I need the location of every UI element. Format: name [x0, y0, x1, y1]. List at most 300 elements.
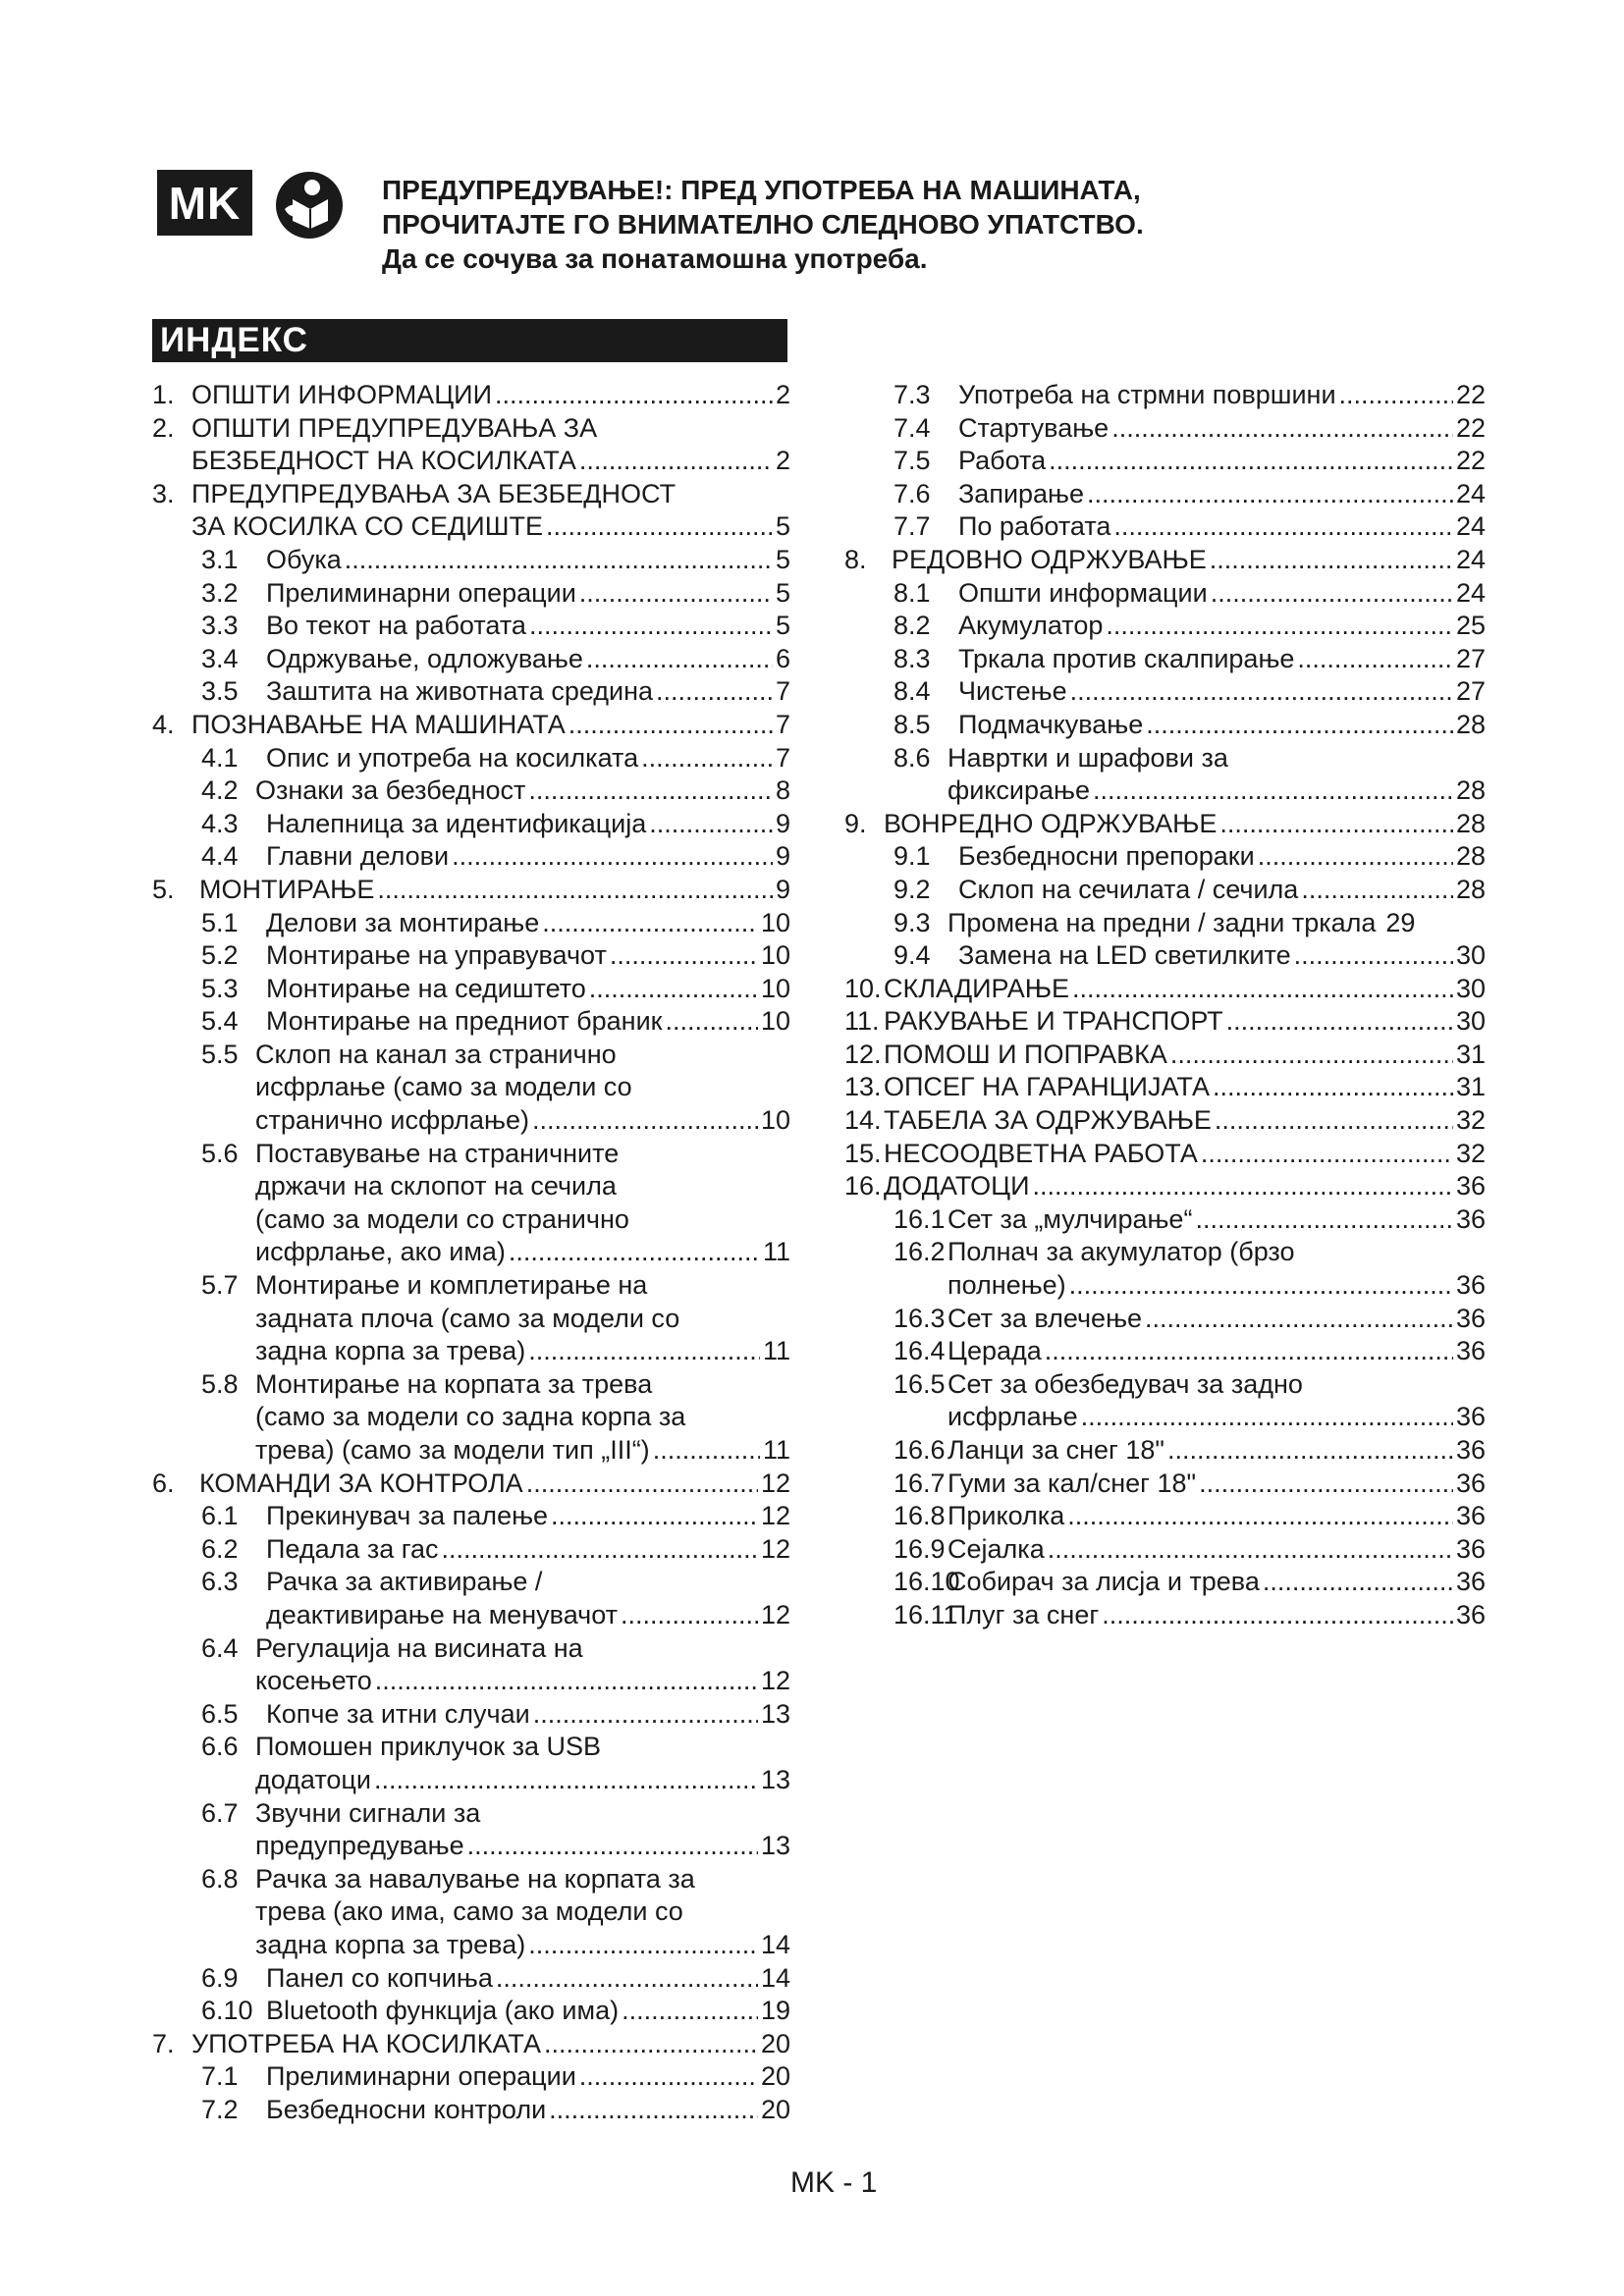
toc-entry[interactable]	[844, 840, 1486, 874]
dot-leader	[532, 1104, 758, 1138]
toc-entry-title: УПОТРЕБА НА КОСИЛКАТА	[191, 2028, 541, 2058]
toc-entry-page: 12	[760, 1501, 790, 1531]
toc-entry-number: 16.7	[893, 1468, 946, 1498]
toc-entry-title: ДОДАТОЦИ	[884, 1171, 1030, 1201]
dot-leader	[526, 1468, 758, 1501]
dot-leader	[1201, 1138, 1453, 1171]
toc-entry-page: 13	[760, 1764, 790, 1794]
toc-entry-page: 2	[775, 446, 790, 476]
toc-entry[interactable]	[844, 1303, 1486, 1336]
toc-entry[interactable]	[844, 510, 1486, 544]
toc-entry[interactable]	[152, 1632, 790, 1698]
toc-entry-page: 2	[775, 380, 790, 409]
toc-entry-number: 7.7	[893, 511, 931, 542]
toc-entry[interactable]	[152, 577, 790, 611]
toc-entry-number: 6.10	[201, 1996, 253, 2026]
dot-leader	[1297, 643, 1453, 676]
toc-entry[interactable]	[152, 1995, 790, 2028]
toc-entry-title: Ланци за снег 18"	[947, 1435, 1164, 1465]
toc-entry[interactable]	[152, 1500, 790, 1533]
toc-entry-title: странично исфрлање)	[255, 1105, 529, 1136]
toc-entry[interactable]	[152, 1962, 790, 1996]
index-title: ИНДЕКС	[152, 319, 787, 362]
dot-leader	[528, 774, 773, 808]
dot-leader	[1211, 577, 1453, 611]
toc-entry-title: фиксирање	[947, 775, 1090, 806]
toc-entry[interactable]	[844, 939, 1486, 973]
toc-entry-title: ВОНРЕДНО ОДРЖУВАЊЕ	[884, 808, 1218, 838]
toc-entry-title: Безбедносни препораки	[958, 841, 1255, 872]
toc-entry-page: 5	[775, 611, 790, 641]
toc-entry-number: 6.5	[201, 1698, 239, 1729]
toc-entry-number: 16.9	[893, 1533, 946, 1564]
toc-entry-number: 6.1	[201, 1501, 239, 1531]
dot-leader	[542, 907, 758, 940]
toc-entry-number: 4.3	[201, 808, 239, 838]
toc-entry-page: 13	[760, 1698, 790, 1729]
toc-entry-number: 7.	[152, 2028, 175, 2058]
toc-entry-page: 9	[775, 841, 790, 872]
toc-entry-title: Склоп на сечилата / сечила	[958, 874, 1299, 904]
toc-entry[interactable]	[152, 379, 790, 412]
toc-entry-page: 13	[760, 1831, 790, 1861]
dot-leader	[621, 1599, 758, 1632]
toc-entry[interactable]	[152, 1468, 790, 1501]
toc-left-column	[152, 379, 790, 2126]
toc-entry[interactable]	[152, 2060, 790, 2094]
page-number: MK - 1	[790, 2166, 878, 2199]
toc-entry-page: 36	[1455, 1203, 1486, 1234]
dot-leader	[544, 2028, 758, 2061]
toc-entry-page: 10	[760, 1105, 790, 1136]
toc-entry[interactable]	[844, 445, 1486, 478]
toc-entry-number: 5.7	[201, 1270, 239, 1301]
dot-leader	[533, 1698, 758, 1732]
dot-leader	[622, 1995, 758, 2028]
toc-entry-title: Рачка за навалување на корпата за	[255, 1863, 695, 1894]
toc-entry-title: ОПШТИ ПРЕДУПРЕДУВАЊА ЗА	[191, 412, 598, 443]
toc-entry-title: Ознаки за безбедност	[255, 775, 526, 806]
toc-entry-number: 5.8	[201, 1368, 239, 1399]
dot-leader	[528, 1929, 758, 1962]
toc-entry[interactable]	[844, 1599, 1486, 1632]
toc-entry[interactable]	[844, 1533, 1486, 1567]
dot-leader	[551, 1500, 758, 1533]
toc-entry[interactable]	[844, 742, 1486, 808]
toc-entry[interactable]	[152, 1039, 790, 1138]
toc-entry[interactable]	[152, 412, 790, 478]
toc-entry-title: полнење)	[947, 1270, 1066, 1301]
toc-entry-page: 28	[1455, 808, 1486, 838]
toc-entry[interactable]	[844, 1138, 1486, 1171]
dot-leader	[1081, 1401, 1453, 1434]
toc-entry[interactable]	[844, 1368, 1486, 1434]
toc-entry[interactable]	[844, 1434, 1486, 1468]
toc-entry-page: 22	[1455, 380, 1486, 409]
toc-entry-page: 27	[1455, 643, 1486, 673]
toc-entry[interactable]	[152, 643, 790, 676]
toc-entry[interactable]	[844, 544, 1486, 577]
toc-entry-page: 10	[760, 940, 790, 971]
toc-entry-title: Монтирање на корпата за трева	[255, 1368, 653, 1399]
toc-entry-page: 29	[1385, 907, 1416, 937]
toc-entry[interactable]	[152, 1797, 790, 1863]
toc-entry-number: 8.1	[893, 577, 931, 608]
toc-entry-title: Сет за обезбедувач за задно	[947, 1368, 1303, 1399]
toc-entry-page: 12	[760, 1599, 790, 1629]
toc-entry-number: 3.	[152, 478, 175, 508]
toc-entry[interactable]	[844, 709, 1486, 742]
dot-leader	[496, 1962, 758, 1996]
toc-entry-page: 11	[762, 1237, 790, 1267]
toc-entry-title: Тркала против скалпирање	[958, 643, 1295, 673]
dot-leader	[610, 939, 758, 973]
toc-entry-page: 7	[775, 676, 790, 707]
toc-entry[interactable]	[844, 1005, 1486, 1039]
dot-leader	[568, 709, 773, 742]
toc-entry-page: 31	[1455, 1039, 1486, 1069]
toc-entry-page: 30	[1455, 940, 1486, 971]
toc-entry[interactable]	[844, 808, 1486, 841]
dot-leader	[1199, 1468, 1453, 1501]
toc-entry-number: 4.1	[201, 742, 239, 773]
toc-entry-number: 8.4	[893, 676, 931, 707]
toc-entry[interactable]	[844, 1039, 1486, 1072]
toc-entry-number: 6.4	[201, 1632, 239, 1663]
toc-entry-title: Стартување	[958, 412, 1110, 443]
toc-entry[interactable]	[844, 1335, 1486, 1368]
dot-leader	[467, 1830, 758, 1863]
toc-entry[interactable]	[844, 478, 1486, 511]
toc-entry[interactable]	[844, 1500, 1486, 1533]
toc-entry-number: 9.4	[893, 940, 931, 971]
dot-leader	[1070, 675, 1453, 709]
toc-entry-title: БЕЗБЕДНОСТ НА КОСИЛКАТА	[191, 446, 576, 476]
toc-entry-title: предупредување	[255, 1831, 464, 1861]
toc-entry-page: 36	[1455, 1402, 1486, 1432]
dot-leader	[1226, 1005, 1453, 1039]
dot-leader	[649, 808, 773, 841]
dot-leader	[442, 1533, 758, 1567]
toc-entry-title: Регулација на висината на	[255, 1632, 583, 1663]
dot-leader	[1067, 1500, 1453, 1533]
toc-entry[interactable]	[152, 1863, 790, 1962]
toc-entry[interactable]	[844, 1104, 1486, 1138]
toc-entry-number: 5.2	[201, 940, 239, 971]
read-manual-icon	[271, 170, 348, 240]
toc-entry-title: ЗА КОСИЛКА СО СЕДИШТЕ	[191, 511, 543, 542]
dot-leader	[1087, 478, 1453, 511]
toc-entry-number: 16.11	[893, 1599, 958, 1629]
dot-leader	[1167, 1434, 1453, 1468]
toc-entry-page: 9	[775, 808, 790, 838]
toc-entry-number: 16.4	[893, 1336, 946, 1366]
toc-entry-page: 36	[1455, 1567, 1486, 1597]
toc-entry-title: РЕДОВНО ОДРЖУВАЊЕ	[892, 544, 1207, 574]
toc-entry[interactable]	[152, 808, 790, 841]
warning-line-3: Да се сочува за понатамошна употреба.	[382, 243, 928, 274]
dot-leader	[509, 1236, 760, 1269]
toc-entry[interactable]	[844, 1170, 1486, 1203]
toc-entry-number: 3.4	[201, 643, 239, 673]
toc-entry-page: 25	[1455, 611, 1486, 641]
toc-entry-page: 20	[760, 2061, 790, 2092]
toc-entry-page: 14	[760, 1962, 790, 1993]
dot-leader	[579, 2060, 758, 2094]
toc-entry-number: 9.	[844, 808, 867, 838]
toc-entry-page: 11	[762, 1336, 790, 1366]
toc-entry-page: 30	[1455, 973, 1486, 1003]
toc-entry-title: Панел со копчиња	[266, 1962, 493, 1993]
warning-line-1: ПРЕДУПРЕДУВАЊЕ!: ПРЕД УПОТРЕБА НА МАШИНАТА,	[382, 175, 1141, 205]
toc-entry-title: Церада	[947, 1336, 1042, 1366]
dot-leader	[586, 643, 773, 676]
toc-entry-title: Bluetooth функција (ако има)	[266, 1996, 620, 2026]
toc-entry-number: 9.1	[893, 841, 931, 872]
toc-entry-page: 5	[775, 511, 790, 542]
toc-entry-number: 10.	[844, 973, 882, 1003]
toc-entry[interactable]	[844, 1566, 1486, 1599]
dot-leader	[1113, 510, 1453, 544]
toc-entry[interactable]	[152, 939, 790, 973]
toc-entry-number: 8.3	[893, 643, 931, 673]
toc-entry-title: Запирање	[958, 478, 1085, 508]
toc-entry[interactable]	[844, 907, 1486, 940]
toc-entry[interactable]	[152, 840, 790, 874]
toc-entry-title: РАКУВАЊЕ И ТРАНСПОРТ	[884, 1006, 1223, 1037]
toc-entry-number: 6.9	[201, 1962, 239, 1993]
toc-entry-title: Чистење	[958, 676, 1067, 707]
toc-entry[interactable]	[844, 643, 1486, 676]
toc-entry-number: 8.2	[893, 611, 931, 641]
toc-entry[interactable]	[844, 1203, 1486, 1237]
toc-entry-page: 5	[775, 577, 790, 608]
toc-entry-page: 32	[1455, 1138, 1486, 1168]
toc-entry-number: 2.	[152, 412, 175, 443]
dot-leader	[452, 840, 773, 874]
dot-leader	[1049, 445, 1453, 478]
toc-entry[interactable]	[152, 1368, 790, 1468]
toc-entry[interactable]	[152, 973, 790, 1006]
toc-entry-page: 36	[1455, 1468, 1486, 1498]
toc-entry-number: 5.	[152, 874, 175, 904]
toc-entry[interactable]	[152, 1698, 790, 1732]
language-badge: MK	[157, 170, 252, 236]
toc-entry-page: 22	[1455, 446, 1486, 476]
toc-entry-page: 12	[760, 1468, 790, 1498]
toc-entry-number: 7.4	[893, 412, 931, 443]
dot-leader	[656, 675, 773, 709]
toc-entry-title: ТАБЕЛА ЗА ОДРЖУВАЊЕ	[884, 1105, 1212, 1136]
toc-entry-title: трева) (само за модели тип „III“)	[255, 1435, 650, 1465]
toc-entry-number: 3.2	[201, 577, 239, 608]
toc-entry-page: 22	[1455, 412, 1486, 443]
dot-leader	[1195, 1203, 1453, 1237]
toc-entry-number: 11.	[844, 1006, 880, 1037]
toc-entry[interactable]	[844, 610, 1486, 643]
toc-entry-page: 10	[760, 907, 790, 937]
toc-entry[interactable]	[152, 774, 790, 808]
toc-entry-title: задната плоча (само за модели со	[255, 1303, 680, 1333]
toc-entry-title: По работата	[958, 511, 1111, 542]
toc-entry-title: Општи информации	[958, 577, 1208, 608]
toc-entry-title: Прелиминарни операции	[266, 577, 576, 608]
toc-entry-title: Опис и употреба на косилката	[266, 742, 639, 773]
toc-entry[interactable]	[152, 1138, 790, 1269]
toc-entry-title: Гуми за кал/снег 18"	[947, 1468, 1197, 1498]
toc-entry-title: Монтирање на управувачот	[266, 940, 607, 971]
toc-entry-number: 8.5	[893, 709, 931, 739]
dot-leader	[579, 445, 773, 478]
dot-leader	[1106, 610, 1453, 643]
toc-entry-page: 24	[1455, 544, 1486, 574]
toc-entry-number: 4.4	[201, 841, 239, 872]
dot-leader	[1145, 1303, 1453, 1336]
toc-entry-page: 24	[1455, 478, 1486, 508]
dot-leader	[1069, 1269, 1453, 1303]
toc-entry[interactable]	[844, 874, 1486, 907]
toc-entry[interactable]	[844, 577, 1486, 611]
toc-entry[interactable]	[152, 874, 790, 907]
toc-entry-title: ОПСЕГ НА ГАРАНЦИЈАТА	[884, 1072, 1210, 1102]
toc-entry-page: 32	[1455, 1105, 1486, 1136]
toc-entry-page: 36	[1455, 1599, 1486, 1629]
toc-entry-page: 24	[1455, 577, 1486, 608]
toc-entry[interactable]	[844, 1236, 1486, 1302]
toc-entry-number: 12.	[844, 1039, 882, 1069]
toc-entry-title: Рачка за активирање /	[266, 1567, 543, 1597]
dot-leader	[1263, 1566, 1453, 1599]
toc-entry-number: 5.6	[201, 1138, 239, 1168]
toc-entry-number: 16.8	[893, 1501, 946, 1531]
toc-entry-title: ОПШТИ ИНФОРМАЦИИ	[191, 380, 492, 409]
toc-entry[interactable]	[152, 1533, 790, 1567]
toc-entry-title: исфрлање (само за модели со	[255, 1072, 632, 1102]
dot-leader	[528, 1335, 760, 1368]
dot-leader	[653, 1434, 760, 1468]
toc-entry-page: 7	[775, 742, 790, 773]
toc-entry[interactable]	[844, 1468, 1486, 1501]
toc-entry-title: Налепница за идентификација	[266, 808, 647, 838]
toc-entry-title: (само за модели со странично	[255, 1203, 629, 1234]
toc-entry[interactable]	[152, 907, 790, 940]
dot-leader	[1102, 1599, 1453, 1632]
toc-entry-title: косењето	[255, 1666, 372, 1696]
toc-entry-title: задна корпа за трева)	[255, 1336, 526, 1366]
toc-entry-title: НЕСООДВЕТНА РАБОТА	[884, 1138, 1198, 1168]
toc-entry-title: додатоци	[255, 1764, 371, 1794]
toc-entry-number: 16.	[844, 1171, 882, 1201]
toc-entry-page: 30	[1455, 1006, 1486, 1037]
toc-entry[interactable]	[152, 1566, 790, 1631]
toc-entry-number: 9.3	[893, 907, 931, 937]
toc-entry[interactable]	[152, 2028, 790, 2061]
toc-entry[interactable]	[844, 675, 1486, 709]
toc-entry-number: 7.5	[893, 446, 931, 476]
toc-entry-title: Монтирање и комплетирање на	[255, 1270, 648, 1301]
toc-entry[interactable]	[152, 675, 790, 709]
toc-entry-title: Подмачкување	[958, 709, 1144, 739]
toc-entry-page: 9	[775, 874, 790, 904]
toc-entry-page: 36	[1455, 1501, 1486, 1531]
toc-entry-title: Прекинувач за палење	[266, 1501, 549, 1531]
toc-entry-title: Одржување, одложување	[266, 643, 583, 673]
toc-entry[interactable]	[844, 379, 1486, 412]
toc-entry-number: 6.8	[201, 1863, 239, 1894]
dot-leader	[1048, 1533, 1453, 1567]
dot-leader	[1215, 1104, 1453, 1138]
toc-entry-number: 4.	[152, 709, 175, 739]
toc-entry-page: 10	[760, 1006, 790, 1037]
dot-leader	[1111, 412, 1453, 446]
toc-entry-title: Безбедносни контроли	[266, 2094, 547, 2124]
toc-entry-number: 16.6	[893, 1435, 946, 1465]
toc-entry-number: 3.5	[201, 676, 239, 707]
toc-entry-number: 7.6	[893, 478, 931, 508]
toc-entry[interactable]	[152, 1731, 790, 1796]
toc-entry-page: 10	[760, 973, 790, 1003]
toc-entry-page: 12	[760, 1666, 790, 1696]
toc-entry-number: 8.6	[893, 742, 931, 773]
toc-entry-number: 1.	[152, 380, 175, 409]
toc-entry-number: 5.1	[201, 907, 239, 937]
toc-entry-title: Обука	[266, 544, 342, 574]
toc-entry-title: Во текот на работата	[266, 611, 526, 641]
toc-entry-page: 8	[775, 775, 790, 806]
dot-leader	[549, 2094, 758, 2127]
toc-entry-title: КОМАНДИ ЗА КОНТРОЛА	[199, 1468, 523, 1498]
toc-entry-number: 9.2	[893, 874, 931, 904]
toc-entry-title: Помошен приклучок за USB	[255, 1732, 601, 1762]
toc-entry[interactable]	[152, 742, 790, 775]
toc-entry-title: Промена на предни / задни тркала	[947, 907, 1377, 937]
toc-entry[interactable]	[152, 1269, 790, 1368]
toc-entry-page: 11	[762, 1435, 790, 1465]
dot-leader	[1294, 939, 1453, 973]
toc-entry[interactable]	[152, 544, 790, 577]
toc-entry[interactable]	[152, 2094, 790, 2127]
toc-entry[interactable]	[152, 1005, 790, 1039]
toc-entry-title: Главни делови	[266, 841, 450, 872]
toc-entry[interactable]	[844, 1071, 1486, 1104]
toc-right-column	[844, 379, 1486, 1632]
toc-entry-title: ПРЕДУПРЕДУВАЊА ЗА БЕЗБЕДНОСТ	[191, 478, 677, 508]
toc-entry[interactable]	[152, 610, 790, 643]
toc-entry-number: 6.2	[201, 1533, 239, 1564]
toc-entry-number: 16.10	[893, 1567, 960, 1597]
toc-entry-title: Замена на LED светилките	[958, 940, 1291, 971]
dot-leader	[665, 1005, 757, 1039]
dot-leader	[375, 1665, 758, 1698]
toc-entry-page: 12	[760, 1533, 790, 1564]
toc-entry-title: Педала за гас	[266, 1533, 439, 1564]
dot-leader	[1210, 544, 1453, 577]
toc-entry-number: 14.	[844, 1105, 882, 1136]
toc-entry-number: 8.	[844, 544, 867, 574]
toc-entry-title: деактивирање на менувачот	[266, 1599, 619, 1629]
toc-entry-title: исфрлање, ако има)	[255, 1237, 506, 1267]
toc-entry-title: трева (ако има, само за модели со	[255, 1896, 683, 1927]
toc-entry-page: 36	[1455, 1303, 1486, 1333]
toc-entry[interactable]	[844, 412, 1486, 446]
dot-leader	[1339, 379, 1453, 412]
toc-entry[interactable]	[844, 973, 1486, 1006]
toc-entry-page: 31	[1455, 1072, 1486, 1102]
toc-entry[interactable]	[152, 709, 790, 742]
toc-entry-page: 24	[1455, 511, 1486, 542]
toc-entry-title: Навртки и шрафови за	[947, 742, 1228, 773]
toc-entry[interactable]	[152, 478, 790, 544]
